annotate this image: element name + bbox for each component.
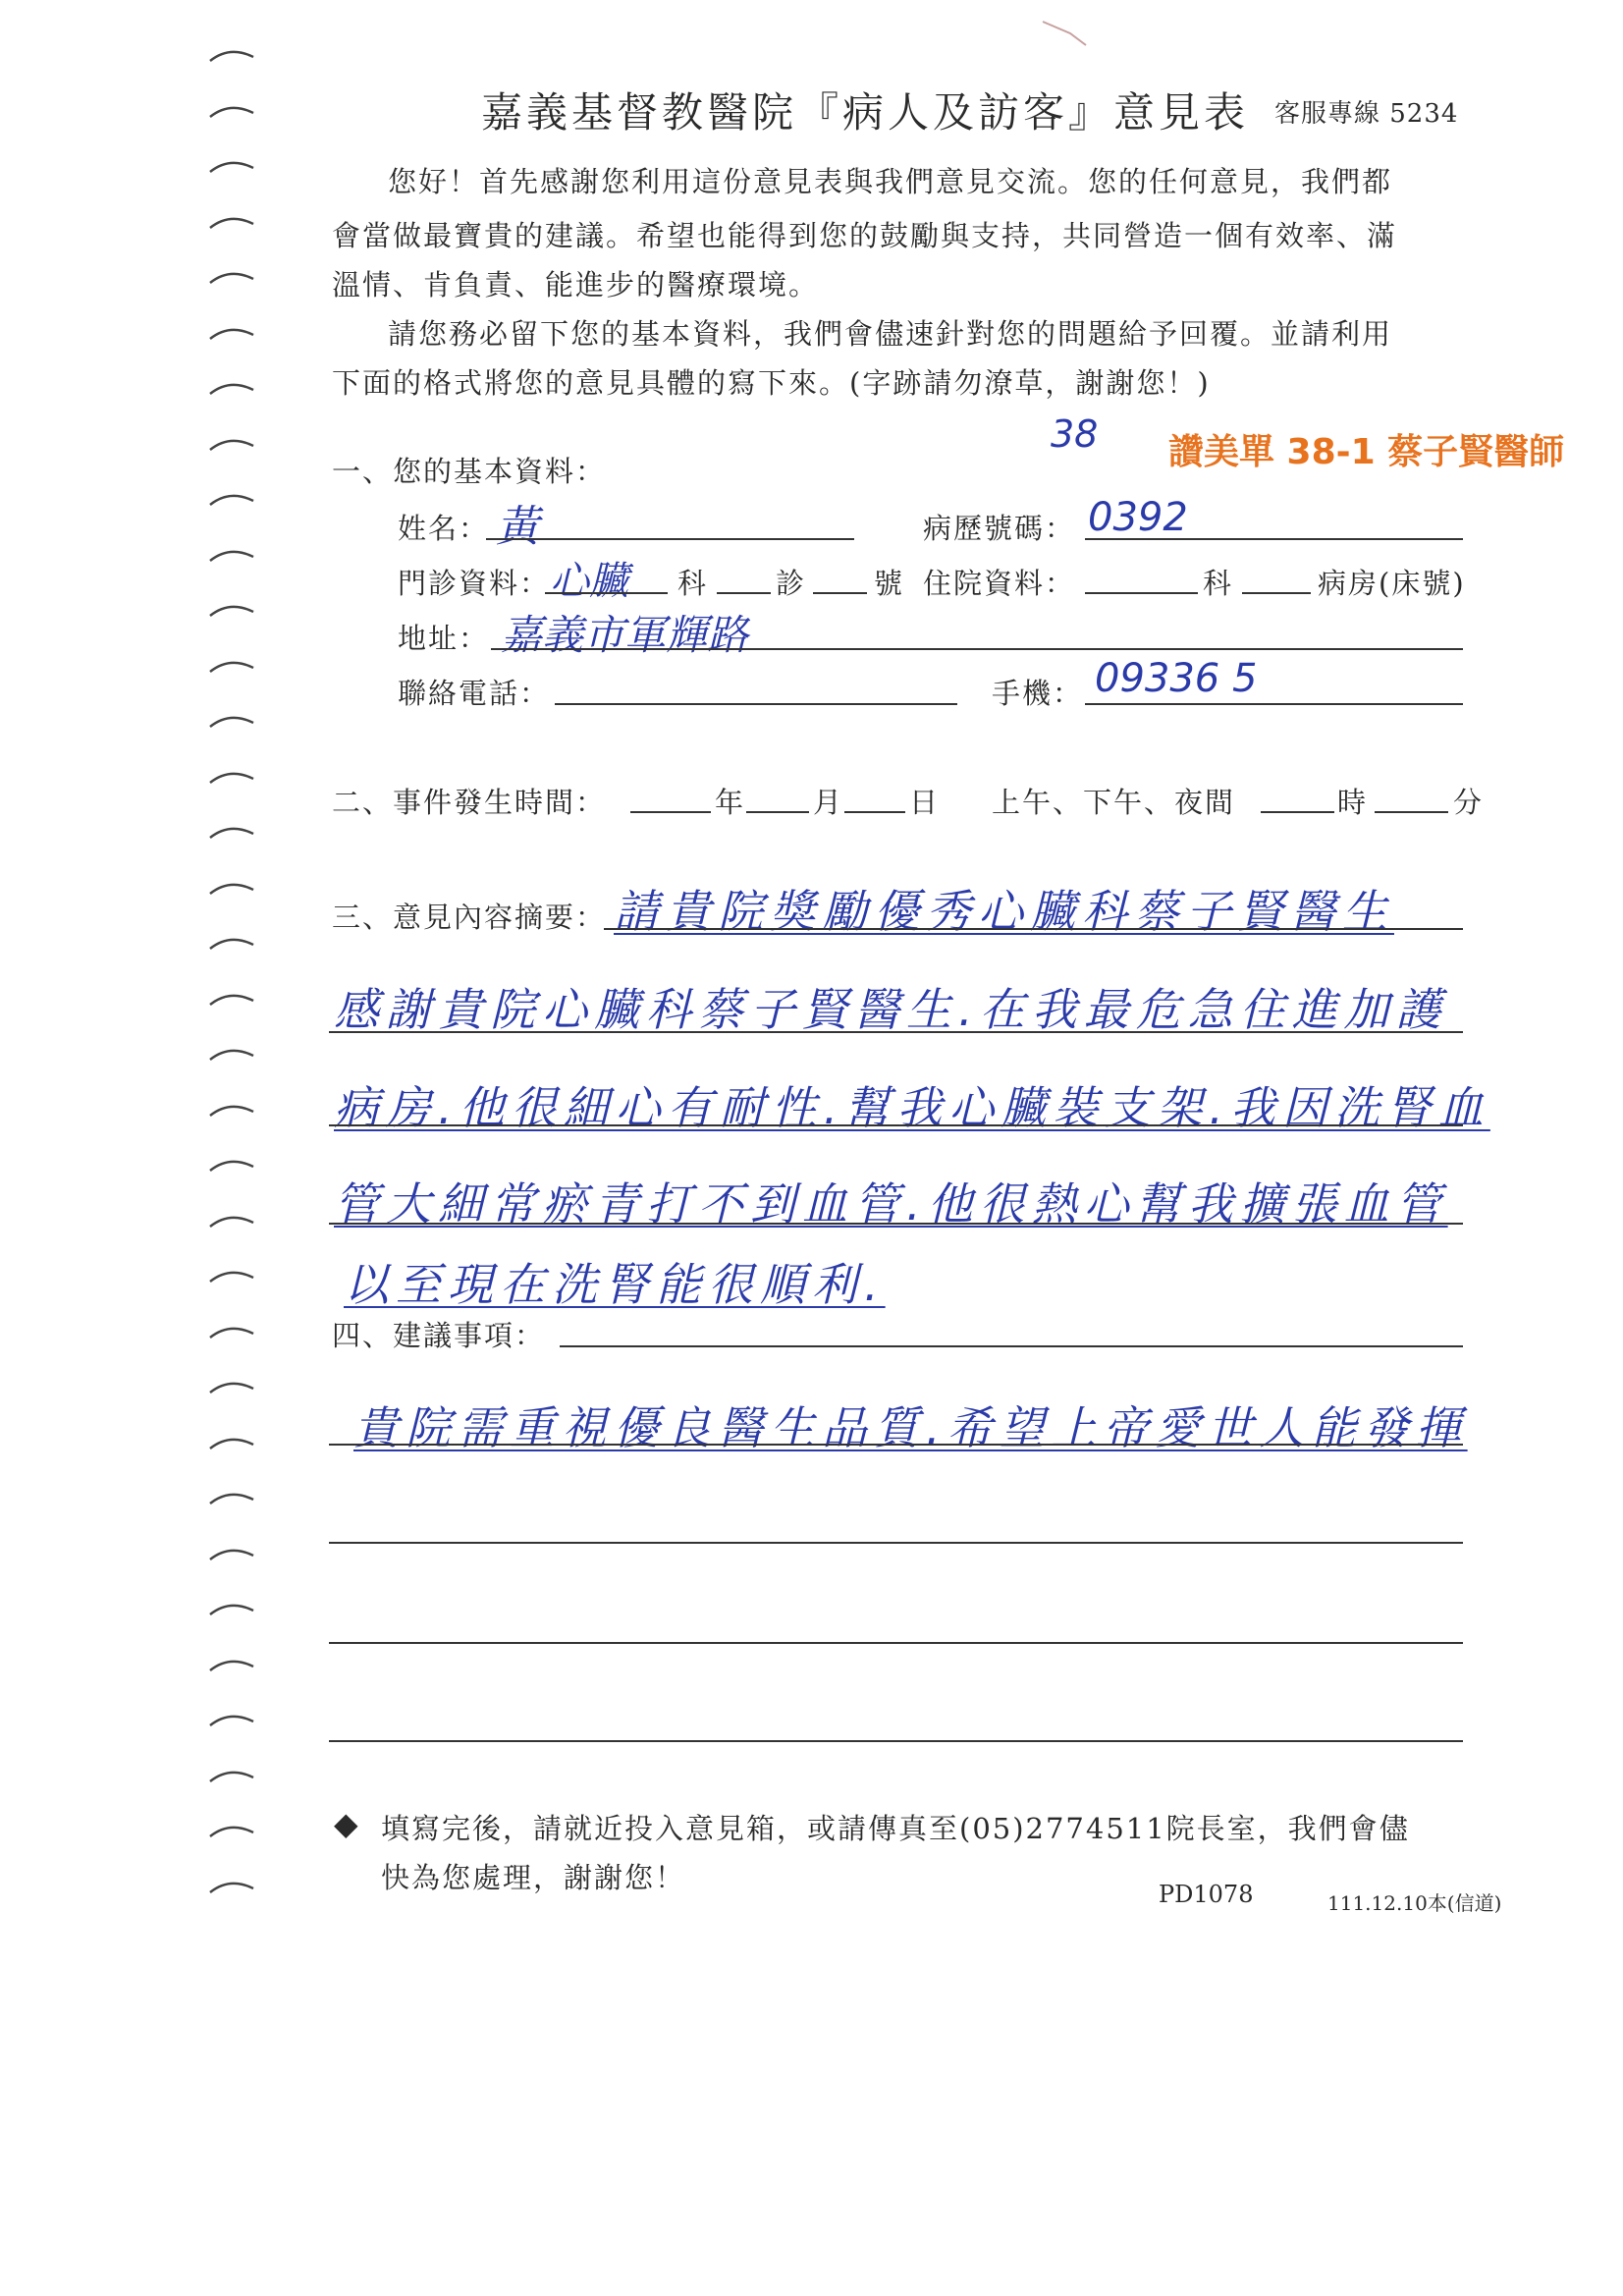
name-label: 姓名：: [398, 512, 490, 545]
section3-heading: 三、意見內容摘要：: [332, 901, 607, 934]
name-line: [486, 538, 854, 540]
binder-ring-mark: [206, 1371, 265, 1400]
year-text: 年: [715, 786, 746, 819]
section1-heading: 一、您的基本資料：: [332, 455, 607, 488]
intro-line-1: 您好！首先感謝您利用這份意見表與我們意見交流。您的任何意見，我們都: [388, 165, 1393, 198]
inpatient-dept-line: [1085, 592, 1198, 594]
binder-ring-mark: [206, 872, 265, 902]
address-label: 地址：: [398, 622, 490, 655]
comment-line-5: 以至現在洗腎能很順利.: [344, 1258, 886, 1311]
day-text: 日: [909, 786, 941, 819]
binder-ring-mark: [206, 1205, 265, 1234]
binder-ring-mark: [206, 1260, 265, 1289]
clinic-dept-line: [545, 592, 668, 594]
comment-line-2: 感謝貴院心臟科蔡子賢醫生.在我最危急住進加護: [334, 983, 1448, 1036]
ampm-text: 上午、下午、夜間: [992, 786, 1236, 819]
handwritten-number: 38: [1051, 412, 1099, 456]
mobile-value: 09336 5: [1095, 656, 1258, 701]
pen-mark: [1041, 18, 1090, 47]
binder-ring-mark: [206, 206, 265, 236]
rule-line-4: [329, 1223, 1463, 1225]
binder-ring-mark: [206, 39, 265, 69]
address-value: 嘉義市軍輝路: [501, 611, 749, 659]
form-code: PD1078: [1159, 1881, 1254, 1908]
binder-ring-mark: [206, 372, 265, 402]
suggestion-rule-1: [329, 1444, 1463, 1446]
praise-tag: 讚美單 38-1 蔡子賢醫師: [1168, 432, 1565, 472]
footer-line-2: 快為您處理，謝謝您！: [381, 1861, 686, 1894]
intro-line-4: 請您務必留下您的基本資料，我們會儘速針對您的問題給予回覆。並請利用: [388, 317, 1393, 351]
suggestion-rule-0: [560, 1345, 1463, 1347]
clinic-text: 診: [776, 567, 807, 600]
mobile-label: 手機：: [992, 677, 1084, 710]
binder-ring-mark: [206, 594, 265, 624]
binder-ring-mark: [206, 95, 265, 125]
footer-line-1: 填寫完後，請就近投入意見箱，或請傳真至(05)2774511院長室，我們會儘: [381, 1812, 1410, 1845]
hotline: 客服專線 5234: [1274, 99, 1459, 129]
section4-heading: 四、建議事項：: [332, 1319, 546, 1352]
hour-line: [1261, 811, 1334, 813]
clinic-value: 心臟: [550, 559, 628, 604]
binder-ring-mark: [206, 261, 265, 291]
binder-ring-mark: [206, 539, 265, 569]
rule-line-1: [604, 928, 1463, 930]
address-line: [491, 648, 1463, 650]
name-value: 黃: [496, 502, 539, 552]
intro-line-5: 下面的格式將您的意見具體的寫下來。(字跡請勿潦草，謝謝您！): [332, 366, 1211, 400]
minute-text: 分: [1453, 786, 1485, 819]
inpatient-label: 住院資料：: [923, 567, 1076, 600]
mobile-line: [1085, 703, 1463, 705]
year-line: [630, 811, 711, 813]
intro-line-3: 溫情、肯負責、能進步的醫療環境。: [332, 268, 820, 301]
clinic-num-line: [813, 592, 867, 594]
binder-ring-mark: [206, 983, 265, 1012]
section2-label: 二、事件發生時間：: [332, 786, 607, 819]
inpatient-dept-text: 科: [1203, 567, 1234, 600]
comment-line-4: 管大細常瘀青打不到血管.他很熱心幫我擴張血管: [334, 1177, 1448, 1230]
suggestion-rule-2: [329, 1542, 1463, 1544]
rule-line-2: [329, 1031, 1463, 1033]
record-label: 病歷號碼：: [923, 512, 1076, 545]
binder-ring-mark: [206, 1482, 265, 1511]
day-line: [844, 811, 905, 813]
binder-ring-mark: [206, 1871, 265, 1900]
binder-ring-mark: [206, 428, 265, 458]
suggestion-rule-4: [329, 1740, 1463, 1742]
binder-ring-mark: [206, 317, 265, 347]
record-line: [1085, 538, 1463, 540]
hour-text: 時: [1337, 786, 1369, 819]
binder-ring-mark: [206, 650, 265, 680]
month-line: [746, 811, 809, 813]
binder-ring-mark: [206, 1149, 265, 1178]
binder-ring-mark: [206, 1316, 265, 1345]
binder-ring-mark: [206, 1760, 265, 1789]
binder-ring-mark: [206, 816, 265, 846]
form-version: 111.12.10本(信道): [1327, 1891, 1502, 1915]
phone-line: [555, 703, 957, 705]
ward-text: 病房(床號): [1318, 567, 1466, 600]
suggestion-line-1: 貴院需重視優良醫生品質.希望上帝愛世人能發揮: [353, 1401, 1468, 1454]
binder-ring-mark: [206, 927, 265, 957]
record-value: 0392: [1088, 495, 1188, 540]
intro-line-2: 會當做最寶貴的建議。希望也能得到您的鼓勵與支持，共同營造一個有效率、滿: [332, 219, 1398, 252]
month-text: 月: [813, 786, 844, 819]
dept-text: 科: [677, 567, 709, 600]
number-text: 號: [874, 567, 905, 600]
binder-ring-mark: [206, 1593, 265, 1622]
binder-ring-mark: [206, 1094, 265, 1123]
rule-line-3: [329, 1124, 1463, 1126]
minute-line: [1375, 811, 1448, 813]
binder-ring-mark: [206, 1038, 265, 1067]
binder-ring-mark: [206, 705, 265, 735]
binder-ring-mark: [206, 1538, 265, 1567]
binder-ring-mark: [206, 761, 265, 791]
binder-ring-mark: [206, 1649, 265, 1678]
suggestion-rule-3: [329, 1642, 1463, 1644]
binder-ring-mark: [206, 1815, 265, 1844]
clinic-label: 門診資料：: [398, 567, 551, 600]
binder-ring-mark: [206, 1704, 265, 1733]
form-title: 嘉義基督教醫院『病人及訪客』意見表: [481, 88, 1250, 137]
inpatient-ward-line: [1242, 592, 1311, 594]
binder-ring-mark: [206, 483, 265, 513]
comment-line-1: 請貴院獎勵優秀心臟科蔡子賢醫生: [614, 885, 1394, 938]
binder-ring-mark: [206, 150, 265, 180]
binder-ring-mark: [206, 1427, 265, 1456]
bullet-icon: ◆: [334, 1805, 360, 1842]
phone-label: 聯絡電話：: [398, 677, 551, 710]
comment-line-3: 病房.他很細心有耐性.幫我心臟裝支架.我因洗腎血: [334, 1081, 1490, 1134]
clinic-room-line: [717, 592, 771, 594]
